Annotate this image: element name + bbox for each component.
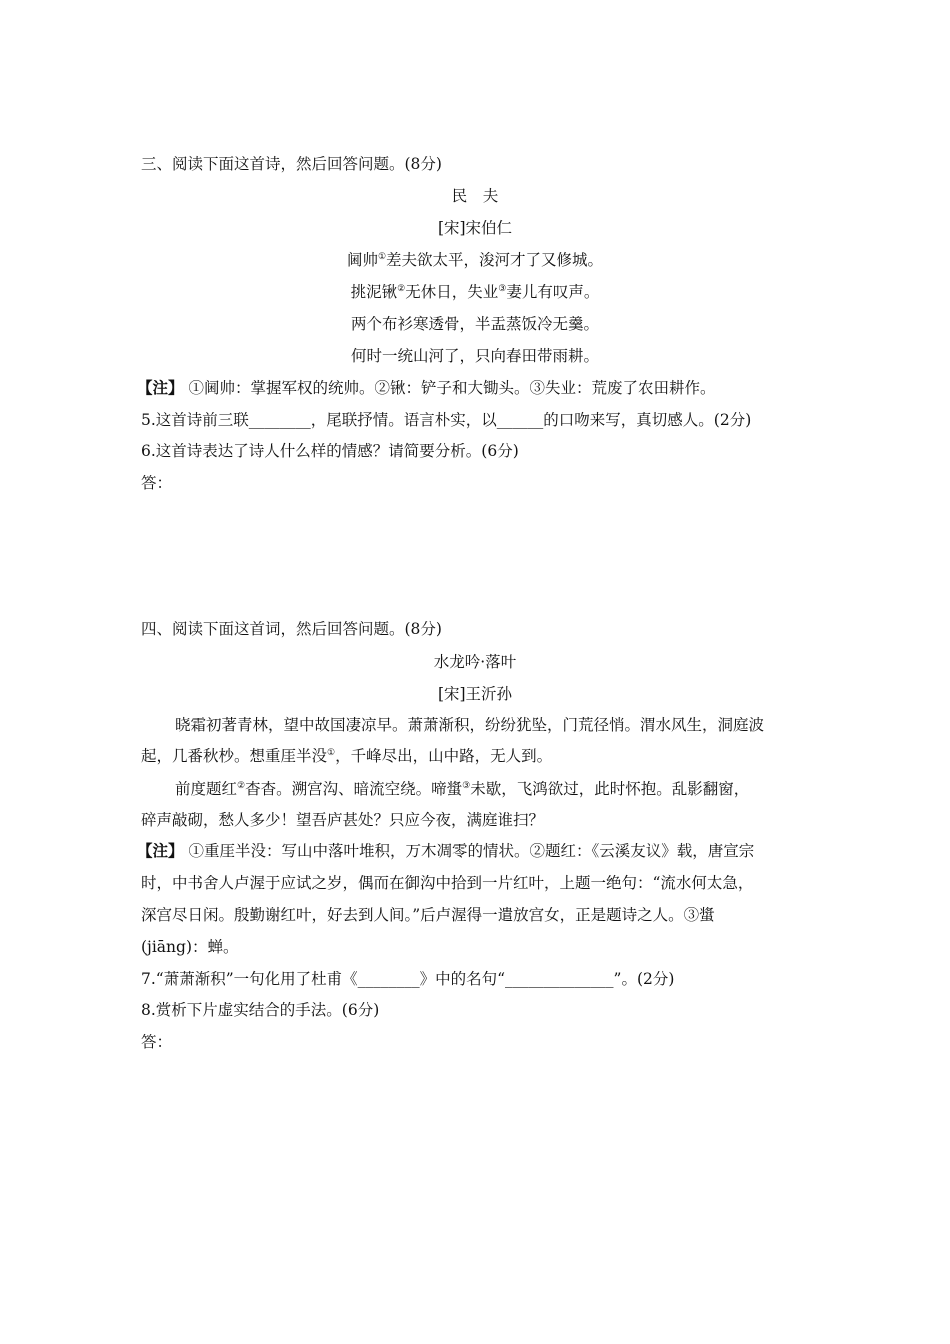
poem-line-3: 两个布衫寒透骨，半盂蒸饭冷无羹。 [350,315,599,333]
section3-note: 【注】 ①阃帅：掌握军权的统帅。②锹：铲子和大锄头。③失业：荒废了农田耕作。 [137,378,716,397]
poem-line-2: 挑泥锹②无休日，失业③妻儿有叹声。 [350,283,600,301]
note-tag: 【注】 [137,378,184,397]
poem-line-1: 阃帅①差夫欲太平，浚河才了又修城。 [346,251,604,269]
poem-title: 民 夫 [451,187,499,205]
poem-author: [宋]宋伯仁 [437,219,513,237]
section4-note-line-1: 【注】 ①重厓半没：写山中落叶堆积，万木凋零的情状。②题红：《云溪友议》载，唐宣宗 [137,841,755,860]
ci-paragraph-1-line-2: 起，几番秋杪。想重厓半没①，千峰尽出，山中路，无人到。 [141,747,553,765]
footnote-marker: ① [377,251,387,262]
answer-label: 答： [141,1033,173,1051]
question-7: 7.“萧萧渐积”一句化用了杜甫《________》中的名句“______________”。(2分) [141,970,675,988]
ci-paragraph-2-line-1: 前度题红②杳杳。溯宫沟、暗流空绕。啼螀③未歇，飞鸿欲过，此时怀抱。乱影翻窗， [175,780,750,798]
poem-line-4: 何时一统山河了，只向春田带雨耕。 [350,347,599,365]
section4-note-line-2: 时，中书舍人卢渥于应试之岁，偶而在御沟中拾到一片红叶，上题一绝句：“流水何太急， [141,874,754,892]
answer-label: 答： [141,474,173,492]
question-8: 8.赏析下片虚实结合的手法。(6分) [141,1001,380,1019]
ci-title: 水龙吟·落叶 [433,653,517,671]
note-tag: 【注】 [137,841,184,860]
section4-note-line-3: 深宫尽日闲。殷勤谢红叶，好去到人间。”后卢渥得一遣放宫女，正是题诗之人。③螀 [141,906,715,924]
footnote-marker: ③ [498,283,507,294]
ci-paragraph-2-line-2: 碎声敲砌，愁人多少！望吾庐甚处？只应今夜，满庭谁扫？ [141,811,545,829]
ci-author: [宋]王沂孙 [437,685,513,703]
question-5: 5.这首诗前三联________，尾联抒情。语言朴实，以______的口吻来写，真切感人。(2分) [141,411,752,429]
footnote-marker: ② [237,780,246,791]
footnote-marker: ③ [462,780,471,791]
ci-paragraph-1-line-1: 晓霜初著青林，望中故国凄凉早。萧萧渐积，纷纷犹坠，门荒径悄。渭水风生，洞庭波 [175,716,765,734]
section4-heading: 四、阅读下面这首词，然后回答问题。(8分) [141,620,442,638]
section4-note-line-4: (jiāng)：蝉。 [141,938,239,956]
footnote-marker: ① [327,747,336,758]
question-6: 6.这首诗表达了诗人什么样的情感？请简要分析。(6分) [141,442,519,460]
section3-heading: 三、阅读下面这首诗，然后回答问题。(8分) [141,155,442,173]
footnote-marker: ② [397,283,406,294]
